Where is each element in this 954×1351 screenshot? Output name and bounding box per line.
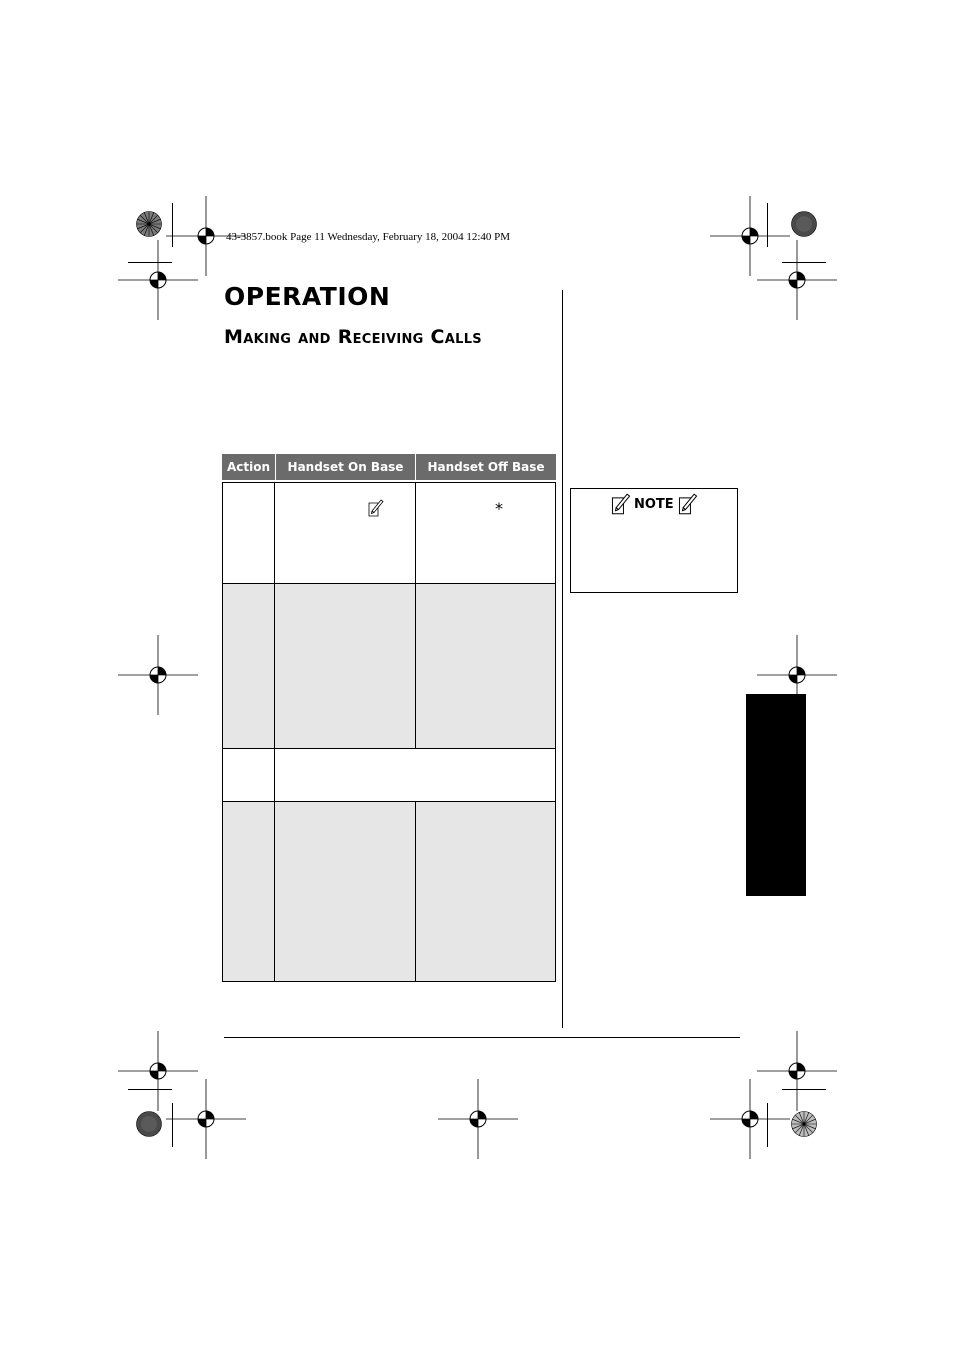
registration-mark-icon <box>757 635 837 715</box>
subsection-title: Making and Receiving Calls <box>224 326 482 348</box>
registration-mark-icon <box>166 1079 246 1159</box>
footer-rule <box>224 1037 740 1038</box>
col-divider <box>415 801 416 981</box>
note-pencil-icon <box>678 493 698 520</box>
table-body <box>222 482 556 982</box>
file-info-header: 43-3857.book Page 11 Wednesday, February 18, 2004 12:40 PM <box>226 231 511 243</box>
section-title: OPERATION <box>224 282 391 311</box>
note-pencil-icon <box>368 499 384 522</box>
col-divider <box>274 483 275 981</box>
starburst-target-icon <box>791 1111 817 1142</box>
side-tab <box>746 694 806 896</box>
note-label: NOTE <box>634 497 674 512</box>
registration-mark-icon <box>118 240 198 320</box>
table-row-2-shade <box>223 583 555 748</box>
registration-mark-icon <box>438 1079 518 1159</box>
starburst-target-icon <box>791 211 817 242</box>
row-divider <box>223 801 555 802</box>
note-pencil-icon <box>611 493 631 520</box>
asterisk-symbol: * <box>495 499 503 518</box>
registration-mark-icon <box>118 635 198 715</box>
registration-mark-icon <box>757 240 837 320</box>
row-divider <box>223 583 555 584</box>
col-divider <box>415 483 416 748</box>
row-divider <box>223 748 555 749</box>
column-divider <box>562 290 563 1028</box>
table-header-on-base: Handset On Base <box>275 454 415 480</box>
table-header-off-base: Handset Off Base <box>415 454 556 480</box>
starburst-target-icon <box>136 1111 162 1142</box>
table-row-4-shade <box>223 801 555 981</box>
starburst-target-icon <box>136 211 162 242</box>
table-header-action: Action <box>222 454 275 480</box>
registration-mark-icon <box>710 1079 790 1159</box>
